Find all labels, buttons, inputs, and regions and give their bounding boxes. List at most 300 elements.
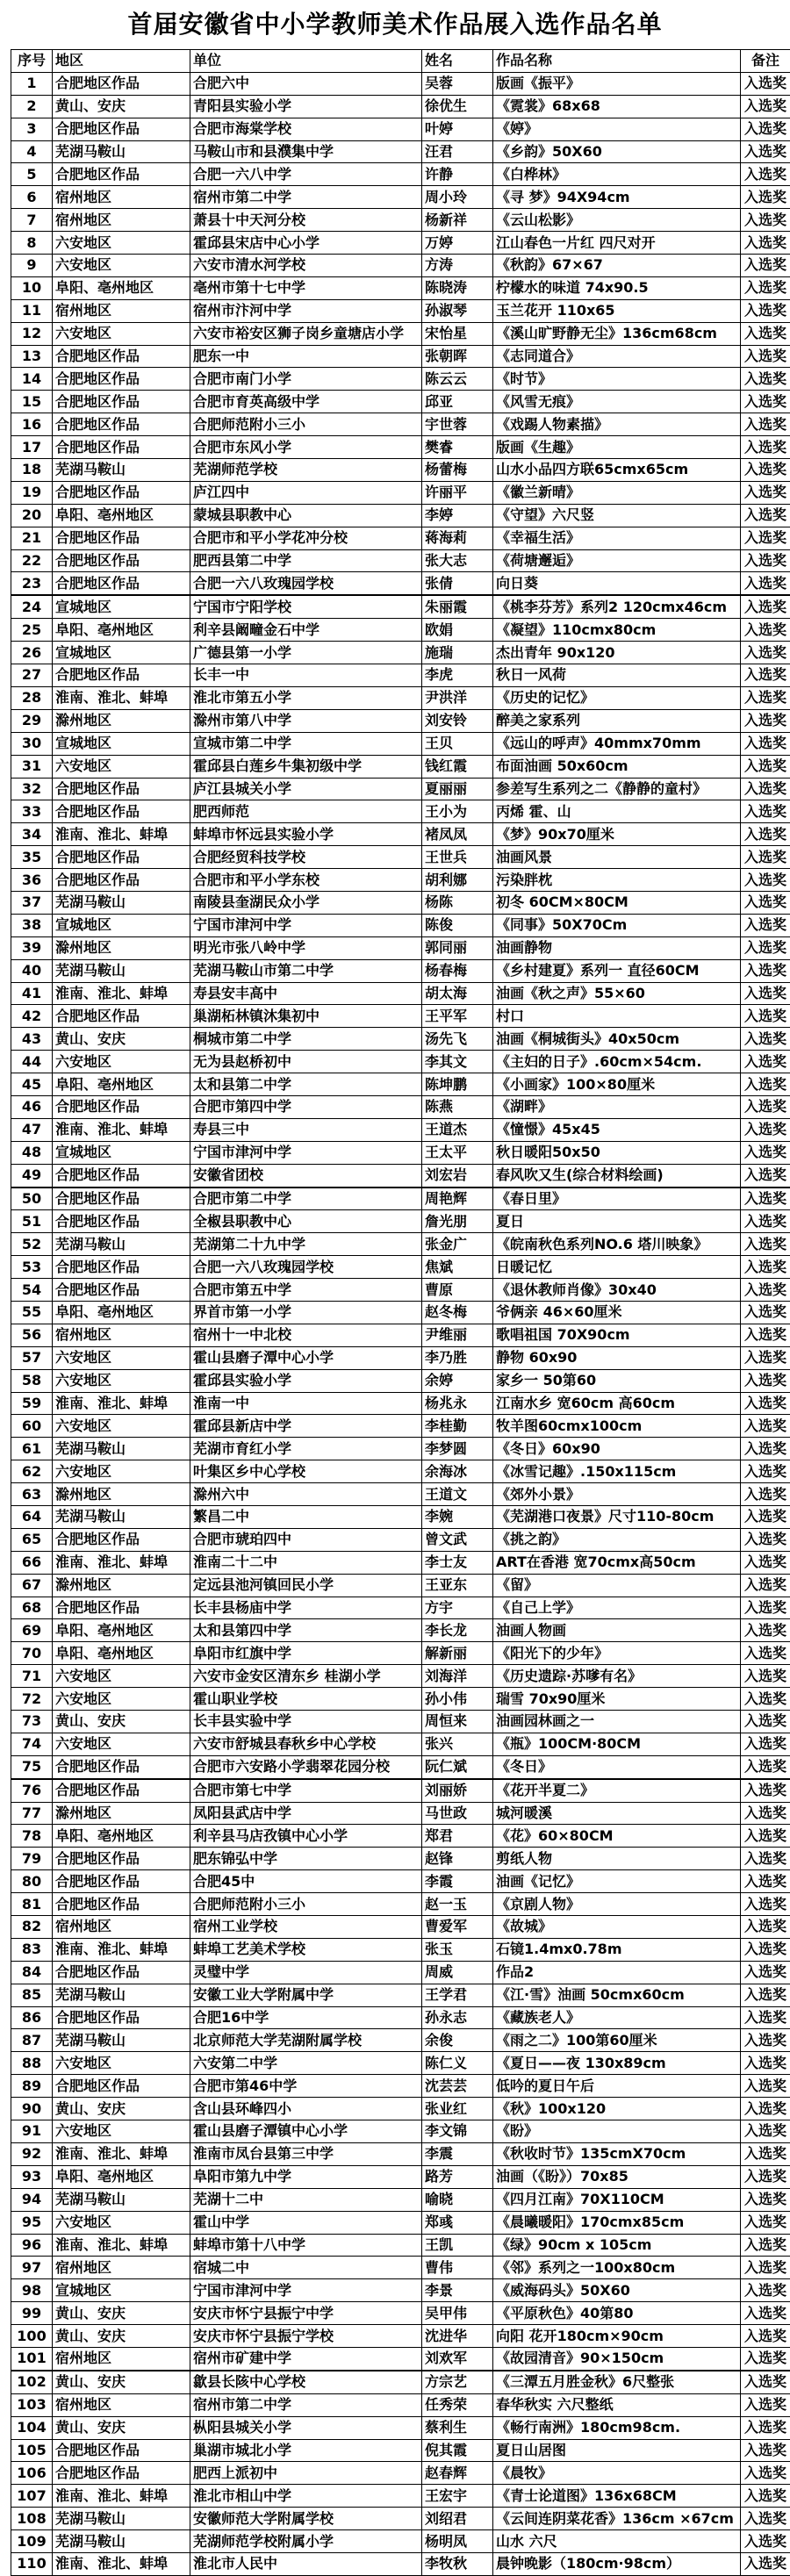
cell-region: 芜湖马鞍山: [53, 2508, 190, 2530]
table-row: [11, 1893, 790, 1916]
cell-index: 76: [11, 1779, 53, 1802]
cell-index: 13: [11, 345, 53, 368]
cell-index: 8: [11, 232, 53, 255]
cell-work-title: 《三潭五月胜金秋》6尺整张: [493, 2371, 741, 2393]
cell-unit: 南陵县奎湖民众小学: [190, 891, 422, 914]
cell-name: 汤先飞: [422, 1028, 493, 1051]
cell-index: 70: [11, 1642, 53, 1665]
cell-unit: 合肥经贸科技学校: [190, 846, 422, 869]
cell-region: 宣城地区: [53, 1141, 190, 1164]
cell-remark: 入选奖: [741, 1551, 790, 1574]
cell-region: 阜阳、亳州地区: [53, 619, 190, 642]
cell-work-title: 油画《记忆》: [493, 1870, 741, 1893]
cell-region: 合肥地区作品: [53, 1528, 190, 1551]
cell-name: 王道文: [422, 1483, 493, 1506]
cell-region: 淮南、淮北、蚌埠: [53, 1551, 190, 1574]
cell-work-title: 山水 六尺: [493, 2530, 741, 2553]
cell-work-title: 《花开半夏二》: [493, 1779, 741, 1802]
cell-remark: 入选奖: [741, 322, 790, 345]
table-row: [11, 1483, 790, 1506]
cell-unit: 合肥市和平小学花冲分校: [190, 527, 422, 549]
cell-work-title: ART在香港 宽70cmx高50cm: [493, 1551, 741, 1574]
cell-index: 57: [11, 1346, 53, 1369]
cell-name: 李乃胜: [422, 1346, 493, 1369]
cell-region: 六安地区: [53, 1665, 190, 1688]
cell-region: 宣城地区: [53, 732, 190, 755]
cell-work-title: 城河暖溪: [493, 1802, 741, 1825]
table-row: [11, 1619, 790, 1642]
cell-work-title: 春风吹又生(综合材料绘画): [493, 1164, 741, 1187]
table-row: [11, 1256, 790, 1279]
cell-region: 黄山、安庆: [53, 2371, 190, 2393]
cell-unit: 北京师范大学芜湖附属学校: [190, 2029, 422, 2052]
cell-region: 淮南、淮北、蚌埠: [53, 1392, 190, 1415]
cell-remark: 入选奖: [741, 276, 790, 299]
cell-name: 马世政: [422, 1802, 493, 1825]
cell-remark: 入选奖: [741, 1642, 790, 1665]
cell-name: 张兴: [422, 1733, 493, 1755]
cell-remark: 入选奖: [741, 2142, 790, 2165]
table-row: [11, 299, 790, 322]
cell-remark: 入选奖: [741, 1346, 790, 1369]
cell-work-title: 秋日一风荷: [493, 664, 741, 687]
cell-region: 合肥地区作品: [53, 1848, 190, 1870]
header-region: 地区: [53, 50, 190, 73]
table-row: [11, 2120, 790, 2143]
cell-unit: 芜湖师范学校附属小学: [190, 2530, 422, 2553]
cell-work-title: 《夏日——夜 130x89cm: [493, 2052, 741, 2075]
cell-region: 六安地区: [53, 255, 190, 277]
cell-index: 50: [11, 1188, 53, 1210]
cell-remark: 入选奖: [741, 2211, 790, 2234]
cell-work-title: 油画（《盼》）70x85: [493, 2165, 741, 2188]
cell-remark: 入选奖: [741, 232, 790, 255]
cell-index: 53: [11, 1256, 53, 1279]
cell-work-title: 春华秋实 六尺整纸: [493, 2393, 741, 2416]
cell-unit: 肥东一中: [190, 345, 422, 368]
cell-region: 黄山、安庆: [53, 95, 190, 118]
cell-remark: 入选奖: [741, 1188, 790, 1210]
cell-remark: 入选奖: [741, 481, 790, 504]
cell-unit: 宿州市矿建中学: [190, 2347, 422, 2370]
cell-index: 23: [11, 572, 53, 595]
cell-region: 芜湖马鞍山: [53, 2530, 190, 2553]
cell-remark: 入选奖: [741, 1870, 790, 1893]
cell-region: 宣城地区: [53, 2279, 190, 2302]
cell-work-title: 《故城》: [493, 1916, 741, 1939]
cell-work-title: 山水小品四方联65cmx65cm: [493, 459, 741, 482]
cell-name: 郑彧: [422, 2211, 493, 2234]
cell-remark: 入选奖: [741, 1619, 790, 1642]
cell-remark: 入选奖: [741, 2029, 790, 2052]
cell-work-title: 《邻》系列之一100x80cm: [493, 2257, 741, 2279]
table-row: [11, 255, 790, 277]
cell-unit: 安徽师范大学附属学校: [190, 2508, 422, 2530]
cell-name: 沈芸芸: [422, 2075, 493, 2098]
cell-name: 李文锦: [422, 2120, 493, 2143]
cell-region: 六安地区: [53, 1733, 190, 1755]
cell-unit: 肥西师范: [190, 800, 422, 823]
cell-unit: 合肥市南门小学: [190, 368, 422, 391]
cell-name: 李虎: [422, 664, 493, 687]
cell-work-title: 向日葵: [493, 572, 741, 595]
cell-work-title: 醉美之家系列: [493, 709, 741, 732]
cell-remark: 入选奖: [741, 1961, 790, 1984]
cell-name: 杨陈: [422, 891, 493, 914]
cell-region: 合肥地区作品: [53, 1893, 190, 1916]
cell-region: 黄山、安庆: [53, 2098, 190, 2120]
cell-index: 11: [11, 299, 53, 322]
cell-region: 淮南、淮北、蚌埠: [53, 982, 190, 1005]
cell-name: 王亚东: [422, 1574, 493, 1597]
cell-remark: 入选奖: [741, 1506, 790, 1529]
cell-unit: 霍邱县白莲乡牛集初级中学: [190, 755, 422, 778]
table-row: [11, 2508, 790, 2530]
table-row: [11, 276, 790, 299]
cell-region: 滁州地区: [53, 1483, 190, 1506]
cell-work-title: 油画人物画: [493, 1619, 741, 1642]
cell-remark: 入选奖: [741, 413, 790, 436]
cell-work-title: 《婷》: [493, 118, 741, 140]
cell-remark: 入选奖: [741, 982, 790, 1005]
cell-name: 胡利娜: [422, 869, 493, 892]
cell-work-title: 《四月江南》70X110CM: [493, 2188, 741, 2211]
cell-work-title: 《霓裳》68x68: [493, 95, 741, 118]
cell-index: 61: [11, 1438, 53, 1460]
cell-unit: 肥西县第二中学: [190, 549, 422, 572]
cell-index: 51: [11, 1210, 53, 1233]
cell-work-title: 《退休教师肖像》30x40: [493, 1279, 741, 1302]
cell-region: 阜阳、亳州地区: [53, 2165, 190, 2188]
cell-name: 王宏宇: [422, 2485, 493, 2508]
cell-index: 95: [11, 2211, 53, 2234]
cell-index: 94: [11, 2188, 53, 2211]
cell-remark: 入选奖: [741, 2371, 790, 2393]
cell-name: 杨春梅: [422, 959, 493, 982]
cell-region: 黄山、安庆: [53, 2325, 190, 2348]
cell-remark: 入选奖: [741, 1438, 790, 1460]
cell-region: 芜湖马鞍山: [53, 959, 190, 982]
cell-index: 110: [11, 2552, 53, 2575]
cell-unit: 合肥45中: [190, 1870, 422, 1893]
table-row: [11, 2257, 790, 2279]
table-row: [11, 846, 790, 869]
cell-unit: 叶集区乡中心学校: [190, 1460, 422, 1483]
cell-index: 31: [11, 755, 53, 778]
cell-remark: 入选奖: [741, 1848, 790, 1870]
cell-region: 宿州地区: [53, 209, 190, 232]
cell-region: 合肥地区作品: [53, 2075, 190, 2098]
cell-remark: 入选奖: [741, 368, 790, 391]
table-row: [11, 2325, 790, 2348]
cell-unit: 霍山县磨子潭镇中心小学: [190, 2120, 422, 2143]
cell-work-title: 《冬日》: [493, 1755, 741, 1778]
cell-name: 蔡利生: [422, 2416, 493, 2439]
table-row: [11, 209, 790, 232]
cell-name: 王道杰: [422, 1118, 493, 1141]
cell-index: 22: [11, 549, 53, 572]
cell-region: 合肥地区作品: [53, 1279, 190, 1302]
table-row: [11, 527, 790, 549]
cell-work-title: 《桃李芬芳》系列2 120cmx46cm: [493, 595, 741, 618]
cell-remark: 入选奖: [741, 1984, 790, 2006]
cell-remark: 入选奖: [741, 1825, 790, 1848]
cell-name: 沈进华: [422, 2325, 493, 2348]
cell-work-title: 《憧憬》45x45: [493, 1118, 741, 1141]
cell-unit: 合肥六中: [190, 72, 422, 95]
cell-index: 105: [11, 2439, 53, 2462]
cell-remark: 入选奖: [741, 140, 790, 163]
cell-unit: 宿州市第二中学: [190, 2393, 422, 2416]
cell-work-title: 《盼》: [493, 2120, 741, 2143]
cell-region: 六安地区: [53, 1415, 190, 1438]
cell-remark: 入选奖: [741, 2006, 790, 2029]
cell-remark: 入选奖: [741, 2439, 790, 2462]
cell-region: 淮南、淮北、蚌埠: [53, 686, 190, 709]
cell-work-title: 《志同道合》: [493, 345, 741, 368]
cell-remark: 入选奖: [741, 2485, 790, 2508]
table-row: [11, 345, 790, 368]
cell-unit: 长丰一中: [190, 664, 422, 687]
table-row: [11, 2029, 790, 2052]
table-row: [11, 2098, 790, 2120]
cell-name: 詹光朋: [422, 1210, 493, 1233]
cell-name: 余俊: [422, 2029, 493, 2052]
cell-work-title: 《秋》100x120: [493, 2098, 741, 2120]
cell-index: 54: [11, 1279, 53, 1302]
cell-region: 合肥地区作品: [53, 1256, 190, 1279]
cell-work-title: 晨钟晚影（180cm·98cm）: [493, 2552, 741, 2575]
cell-name: 尹洪洋: [422, 686, 493, 709]
cell-index: 4: [11, 140, 53, 163]
cell-name: 褚凤凤: [422, 823, 493, 846]
cell-name: 陈坤鹏: [422, 1073, 493, 1096]
cell-region: 淮南、淮北、蚌埠: [53, 1118, 190, 1141]
cell-name: 王小为: [422, 800, 493, 823]
cell-work-title: 《乡韵》50X60: [493, 140, 741, 163]
cell-name: 万婷: [422, 232, 493, 255]
table-row: [11, 1392, 790, 1415]
cell-work-title: 油画风景: [493, 846, 741, 869]
cell-index: 26: [11, 642, 53, 664]
cell-index: 74: [11, 1733, 53, 1755]
cell-remark: 入选奖: [741, 686, 790, 709]
table-row: [11, 1984, 790, 2006]
cell-name: 李婷: [422, 504, 493, 527]
cell-index: 21: [11, 527, 53, 549]
cell-name: 余婷: [422, 1369, 493, 1392]
cell-name: 宋怡星: [422, 322, 493, 345]
cell-unit: 合肥市第46中学: [190, 2075, 422, 2098]
cell-unit: 滁州市第八中学: [190, 709, 422, 732]
cell-work-title: 夏日: [493, 1210, 741, 1233]
cell-remark: 入选奖: [741, 823, 790, 846]
table-row: [11, 869, 790, 892]
cell-remark: 入选奖: [741, 1028, 790, 1051]
cell-index: 62: [11, 1460, 53, 1483]
cell-unit: 寿县安丰高中: [190, 982, 422, 1005]
cell-region: 六安地区: [53, 2120, 190, 2143]
cell-region: 宿州地区: [53, 1916, 190, 1939]
table-row: [11, 549, 790, 572]
cell-remark: 入选奖: [741, 459, 790, 482]
cell-region: 六安地区: [53, 1688, 190, 1711]
cell-index: 32: [11, 778, 53, 800]
cell-work-title: 《平原秋色》40第80: [493, 2302, 741, 2325]
cell-index: 60: [11, 1415, 53, 1438]
cell-name: 王学君: [422, 1984, 493, 2006]
cell-name: 任秀荣: [422, 2393, 493, 2416]
cell-name: 阮仁斌: [422, 1755, 493, 1778]
cell-unit: 巢湖市城北小学: [190, 2439, 422, 2462]
cell-region: 黄山、安庆: [53, 2416, 190, 2439]
table-row: [11, 2188, 790, 2211]
cell-region: 合肥地区作品: [53, 391, 190, 413]
cell-remark: 入选奖: [741, 914, 790, 936]
cell-unit: 宿州工业学校: [190, 1916, 422, 1939]
header-work-title: 作品名称: [493, 50, 741, 73]
table-row: [11, 959, 790, 982]
cell-work-title: 《云山松影》: [493, 209, 741, 232]
cell-remark: 入选奖: [741, 186, 790, 209]
cell-work-title: 杰出青年 90x120: [493, 642, 741, 664]
cell-name: 刘欢军: [422, 2347, 493, 2370]
cell-region: 芜湖马鞍山: [53, 140, 190, 163]
cell-index: 97: [11, 2257, 53, 2279]
cell-unit: 霍山县磨子潭中心小学: [190, 1346, 422, 1369]
cell-work-title: 《花》60×80CM: [493, 1825, 741, 1848]
table-row: [11, 2462, 790, 2485]
table-row: [11, 982, 790, 1005]
table-row: [11, 1574, 790, 1597]
table-row: [11, 2142, 790, 2165]
table-row: [11, 2371, 790, 2393]
cell-region: 黄山、安庆: [53, 1028, 190, 1051]
cell-name: 陈云云: [422, 368, 493, 391]
table-row: [11, 2165, 790, 2188]
cell-remark: 入选奖: [741, 2508, 790, 2530]
cell-index: 93: [11, 2165, 53, 2188]
cell-name: 陈晓涛: [422, 276, 493, 299]
cell-unit: 庐江县城关小学: [190, 778, 422, 800]
cell-remark: 入选奖: [741, 1779, 790, 1802]
cell-unit: 巢湖柘林镇沐集初中: [190, 1005, 422, 1028]
cell-unit: 寿县三中: [190, 1118, 422, 1141]
cell-remark: 入选奖: [741, 1460, 790, 1483]
cell-work-title: 夏日山居图: [493, 2439, 741, 2462]
cell-index: 104: [11, 2416, 53, 2439]
document-title: 首届安徽省中小学教师美术作品展入选作品名单: [0, 0, 790, 49]
cell-remark: 入选奖: [741, 118, 790, 140]
cell-index: 64: [11, 1506, 53, 1529]
cell-unit: 合肥市海棠学校: [190, 118, 422, 140]
cell-name: 曹爱军: [422, 1916, 493, 1939]
cell-remark: 入选奖: [741, 1802, 790, 1825]
cell-name: 王凯: [422, 2234, 493, 2257]
cell-unit: 界首市第一小学: [190, 1301, 422, 1324]
cell-name: 郭同丽: [422, 936, 493, 959]
cell-name: 吴甲伟: [422, 2302, 493, 2325]
table-row: [11, 1733, 790, 1755]
cell-name: 周小玲: [422, 186, 493, 209]
table-row: [11, 1415, 790, 1438]
cell-name: 张朝晖: [422, 345, 493, 368]
cell-remark: 入选奖: [741, 1415, 790, 1438]
cell-index: 25: [11, 619, 53, 642]
cell-region: 六安地区: [53, 1346, 190, 1369]
table-row: [11, 1324, 790, 1346]
table-row: [11, 1528, 790, 1551]
cell-remark: 入选奖: [741, 2188, 790, 2211]
cell-region: 黄山、安庆: [53, 2302, 190, 2325]
cell-remark: 入选奖: [741, 2075, 790, 2098]
cell-name: 方宇: [422, 1597, 493, 1619]
cell-unit: 淮南一中: [190, 1392, 422, 1415]
cell-region: 芜湖马鞍山: [53, 1233, 190, 1256]
cell-index: 46: [11, 1095, 53, 1118]
cell-name: 倪其霞: [422, 2439, 493, 2462]
table-body: [11, 72, 790, 2575]
cell-work-title: 《云间连阴菜花香》136cm ×67cm: [493, 2508, 741, 2530]
cell-work-title: 《风雪无痕》: [493, 391, 741, 413]
table-row: [11, 755, 790, 778]
cell-unit: 合肥市第二中学: [190, 1188, 422, 1210]
cell-unit: 宿州市第二中学: [190, 186, 422, 209]
cell-region: 芜湖马鞍山: [53, 1984, 190, 2006]
cell-name: 汪君: [422, 140, 493, 163]
cell-index: 108: [11, 2508, 53, 2530]
cell-region: 合肥地区作品: [53, 1005, 190, 1028]
table-row: [11, 732, 790, 755]
cell-index: 65: [11, 1528, 53, 1551]
cell-remark: 入选奖: [741, 1164, 790, 1187]
cell-work-title: 村口: [493, 1005, 741, 1028]
cell-unit: 合肥市东风小学: [190, 436, 422, 459]
cell-region: 宿州地区: [53, 2257, 190, 2279]
cell-region: 宣城地区: [53, 914, 190, 936]
table-row: [11, 1051, 790, 1073]
cell-work-title: 《梦》90x70厘米: [493, 823, 741, 846]
cell-unit: 萧县十中天河分校: [190, 209, 422, 232]
cell-work-title: 《历史遗踪·苏嗲有名》: [493, 1665, 741, 1688]
cell-name: 刘海洋: [422, 1665, 493, 1688]
cell-unit: 淮南二十二中: [190, 1551, 422, 1574]
cell-region: 阜阳、亳州地区: [53, 504, 190, 527]
cell-index: 56: [11, 1324, 53, 1346]
cell-remark: 入选奖: [741, 1755, 790, 1778]
cell-index: 24: [11, 595, 53, 618]
cell-work-title: 瑞雪 70x90厘米: [493, 1688, 741, 1711]
cell-work-title: 污染胖枕: [493, 869, 741, 892]
cell-region: 淮南、淮北、蚌埠: [53, 823, 190, 846]
cell-name: 夏丽丽: [422, 778, 493, 800]
cell-unit: 合肥一六八玫瑰园学校: [190, 1256, 422, 1279]
cell-unit: 霍邱县宋店中心小学: [190, 232, 422, 255]
cell-remark: 入选奖: [741, 549, 790, 572]
cell-region: 六安地区: [53, 1051, 190, 1073]
cell-work-title: 《主妇的日子》.60cm×54cm.: [493, 1051, 741, 1073]
cell-remark: 入选奖: [741, 1665, 790, 1688]
cell-work-title: 玉兰花开 110x65: [493, 299, 741, 322]
cell-region: 阜阳、亳州地区: [53, 1073, 190, 1096]
cell-work-title: 《秋收时节》135cmX70cm: [493, 2142, 741, 2165]
cell-region: 六安地区: [53, 1460, 190, 1483]
cell-index: 86: [11, 2006, 53, 2029]
cell-index: 38: [11, 914, 53, 936]
table-row: [11, 2302, 790, 2325]
cell-index: 41: [11, 982, 53, 1005]
cell-remark: 入选奖: [741, 345, 790, 368]
